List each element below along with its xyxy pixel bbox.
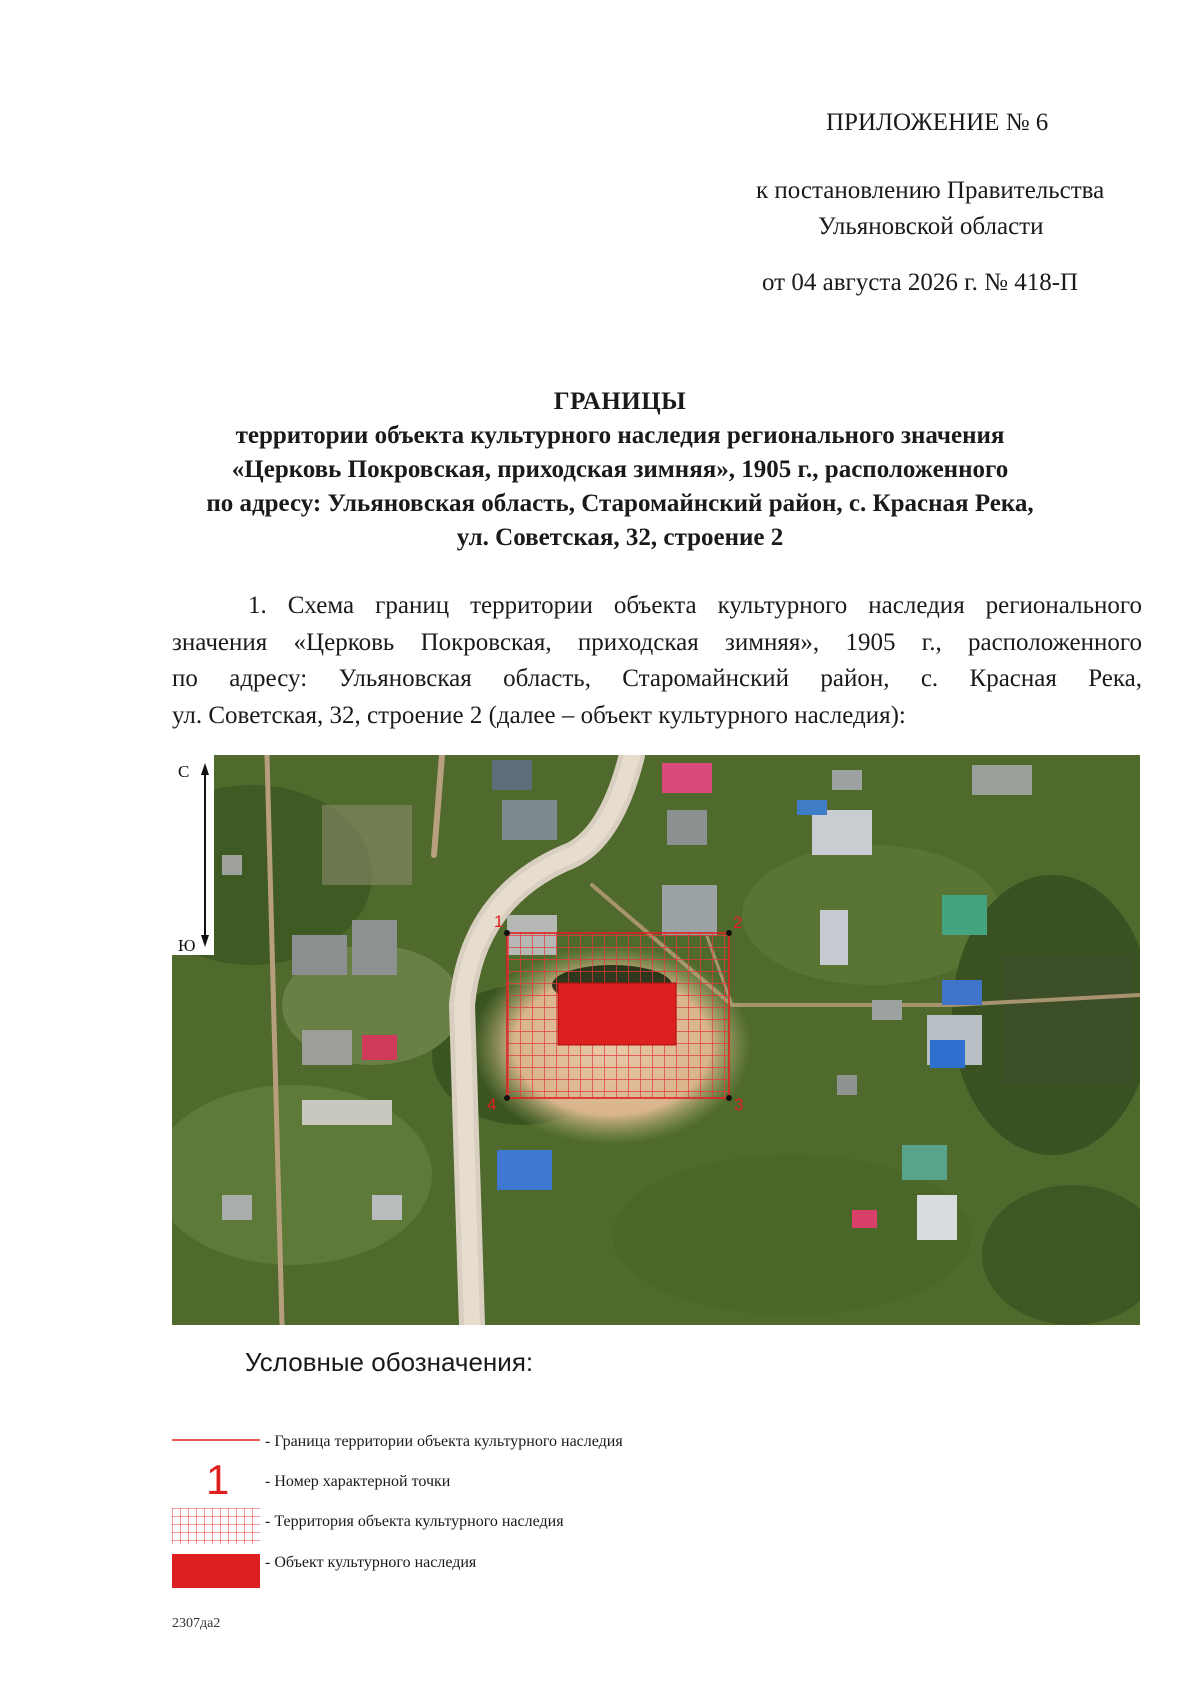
legend-item-point-number: - Номер характерной точки — [265, 1473, 451, 1490]
scheme-paragraph — [172, 588, 1142, 734]
title-main: ГРАНИЦЫ — [553, 388, 687, 415]
title-line: ул. Советская, 32, строение 2 — [456, 524, 784, 551]
paragraph-line: 1. Схема границ территории объекта культурного наследия регионального — [248, 592, 1142, 619]
legend-item-territory: - Территория объекта культурного наследия — [265, 1513, 564, 1530]
boundary-point-marker — [726, 930, 732, 936]
appendix-number: ПРИЛОЖЕНИЕ № 6 — [826, 109, 1049, 136]
title-line: территории объекта культурного наследия регионального значения — [235, 422, 1005, 449]
resolution-reference-line1: к постановлению Правительства — [756, 177, 1105, 204]
boundary-point-marker — [504, 1095, 510, 1101]
document-code: 2307да2 — [172, 1616, 221, 1631]
legend-title: Условные обозначения: — [245, 1347, 534, 1377]
resolution-date-number: от 04 августа 2026 г. № 418-П — [762, 269, 1079, 296]
paragraph-line: значения «Церковь Покровская, приходская зимняя», 1905 г., расположенного — [172, 628, 1142, 656]
boundary-scheme-map — [172, 755, 1140, 1325]
legend-territory-grid — [172, 1508, 260, 1544]
title-line: «Церковь Покровская, приходская зимняя», 1905 г., расположенного — [231, 456, 1009, 483]
point-label-1: 1 — [494, 912, 504, 931]
paragraph-line: ул. Советская, 32, строение 2 (далее – объект культурного наследия): — [172, 701, 906, 729]
point-label-2: 2 — [733, 913, 743, 932]
compass-north-label: С — [178, 762, 190, 781]
compass-panel — [172, 755, 214, 955]
resolution-reference-line2: Ульяновской области — [818, 213, 1044, 240]
point-label-3: 3 — [734, 1095, 744, 1114]
map-svg — [172, 755, 1140, 1325]
legend-item-boundary: - Граница территории объекта культурного наследия — [265, 1433, 623, 1450]
boundary-point-marker — [504, 930, 510, 936]
compass-south-label: Ю — [178, 936, 196, 955]
legend-object-fill — [172, 1554, 260, 1588]
point-label-4: 4 — [487, 1095, 497, 1114]
legend-symbols — [172, 1420, 262, 1600]
legend-item-object: - Объект культурного наследия — [265, 1554, 477, 1571]
title-line: по адресу: Ульяновская область, Старомайнский район, с. Красная Река, — [206, 490, 1034, 517]
heritage-object — [558, 983, 676, 1045]
document-title — [160, 385, 1080, 555]
boundary-point-marker — [726, 1095, 732, 1101]
paragraph-line: по адресу: Ульяновская область, Старомайнский район, с. Красная Река, — [172, 665, 1142, 692]
legend-point-number: 1 — [206, 1456, 230, 1503]
